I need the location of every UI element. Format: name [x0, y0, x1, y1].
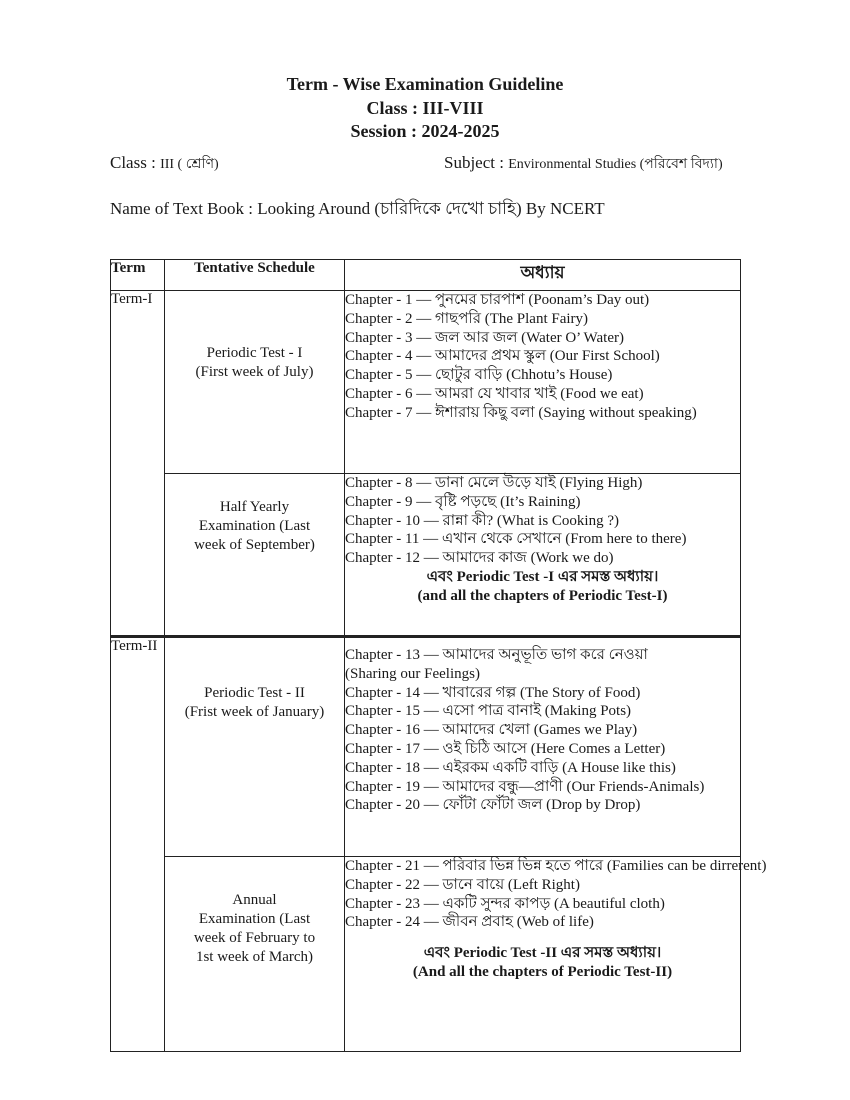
- chapter-item: Chapter - 1 — পুনমের চারপাশ (Poonam’s Day out): [345, 292, 650, 308]
- chapters-cell: [345, 291, 741, 474]
- schedule-line: (First week of July): [195, 364, 314, 380]
- chapter-item: Chapter - 24 — জীবন প্রবাহ (Web of life): [345, 914, 594, 931]
- chapter-item: Chapter - 17 — ওই চিঠি আসে (Here Comes a Letter): [345, 740, 666, 757]
- schedule-line: week of February to: [193, 930, 316, 946]
- chapter-item: Chapter - 5 — ছোটুর বাড়ি (Chhotu’s House): [345, 367, 613, 384]
- chapter-item: Chapter - 20 — ফোঁটা ফোঁটা জল (Drop by Drop): [345, 797, 641, 814]
- chapters-cell: [345, 474, 741, 637]
- table-row: [111, 474, 741, 637]
- class-value: III ( শ্রেণি): [160, 157, 219, 172]
- chapters-cell: [345, 637, 741, 857]
- chapters-cell: [345, 857, 767, 1052]
- schedule-cell: [165, 291, 345, 474]
- subject-info: [444, 152, 723, 176]
- chapter-item: Chapter - 2 — গাছপরি (The Plant Fairy): [345, 310, 589, 327]
- textbook-name: Name of Text Book : Looking Around (চারিদিকে দেখো চাহি) By NCERT: [110, 199, 605, 218]
- exam-schedule-table: [110, 259, 767, 1052]
- schedule-line: Examination (Last: [198, 518, 311, 534]
- chapter-item: (Sharing our Feelings): [345, 665, 480, 682]
- schedule-cell: [165, 857, 345, 1052]
- header-chapters: অধ্যায়: [345, 260, 741, 291]
- chapter-item: Chapter - 11 — এখান থেকে সেখানে (From here to there): [345, 531, 687, 548]
- summary-line: (and all the chapters of Periodic Test-I): [417, 587, 668, 604]
- summary-line: (And all the chapters of Periodic Test-II): [412, 964, 673, 981]
- chapter-item: Chapter - 8 — ডানা মেলে উড়ে যাই (Flying High): [345, 475, 643, 491]
- chapter-item: Chapter - 16 — আমাদের খেলা (Games we Play): [345, 722, 638, 739]
- schedule-cell: [165, 474, 345, 637]
- chapter-item: Chapter - 3 — জল আর জল (Water O’ Water): [345, 329, 624, 346]
- header-term: Term: [111, 260, 165, 291]
- schedule-line: Periodic Test - I: [206, 345, 303, 361]
- schedule-line: (Frist week of January): [184, 704, 325, 720]
- chapter-item: Chapter - 21 — পরিবার ভিন্ন ভিন্ন হতে পারে (Families can be dirrerent): [345, 858, 767, 874]
- schedule-line: Half Yearly: [219, 499, 290, 515]
- term-cell: Term-I: [111, 291, 165, 637]
- term-cell: Term-II: [111, 637, 165, 1052]
- chapter-item: Chapter - 15 — এসো পাত্র বানাই (Making Pots): [345, 703, 632, 720]
- document-title: Term - Wise Examination Guideline: [286, 74, 564, 94]
- chapter-item: Chapter - 22 — ডানে বায়ে (Left Right): [345, 876, 580, 893]
- chapter-item: Chapter - 18 — এইরকম একটি বাড়ি (A House like this): [345, 759, 676, 776]
- schedule-line: Periodic Test - II: [204, 685, 305, 701]
- chapter-item: Chapter - 9 — বৃষ্টি পড়ছে (It’s Raining): [345, 493, 581, 510]
- table-row: [111, 637, 741, 857]
- chapter-item: Chapter - 14 — খাবারের গল্প (The Story of Food): [345, 684, 641, 701]
- class-label: Class :: [110, 153, 161, 172]
- schedule-line: 1st week of March): [195, 949, 314, 965]
- header-schedule: Tentative Schedule: [165, 260, 345, 291]
- chapter-item: Chapter - 10 — রান্না কী? (What is Cooking ?): [345, 512, 619, 529]
- schedule-line: week of September): [194, 537, 315, 553]
- class-range: Class : III-VIII: [366, 98, 484, 118]
- summary-line: এবং Periodic Test -I এর সমস্ত অধ্যায়।: [426, 568, 659, 585]
- table-row: [111, 291, 741, 474]
- class-info: [110, 152, 219, 176]
- summary-line: এবং Periodic Test -II এর সমস্ত অধ্যায়।: [423, 945, 662, 962]
- subject-value: Environmental Studies (পরিবেশ বিদ্যা): [508, 157, 723, 172]
- chapter-item: Chapter - 4 — আমাদের প্রথম স্কুল (Our First School): [345, 348, 660, 365]
- table-header-row: [111, 260, 741, 291]
- subject-label: Subject :: [444, 153, 509, 172]
- chapter-item: Chapter - 13 — আমাদের অনুভূতি ভাগ করে নেওয়া: [345, 647, 648, 663]
- schedule-line: Examination (Last: [198, 911, 311, 927]
- chapter-item: Chapter - 6 — আমরা যে খাবার খাই (Food we eat): [345, 385, 644, 402]
- schedule-line: Annual: [232, 892, 277, 908]
- chapter-item: Chapter - 23 — একটি সুন্দর কাপড় (A beautiful cloth): [345, 895, 665, 912]
- chapter-item: Chapter - 12 — আমাদের কাজ (Work we do): [345, 550, 614, 567]
- chapter-item: Chapter - 7 — ঈশারায় কিছু বলা (Saying without speaking): [345, 404, 697, 421]
- schedule-cell: [165, 637, 345, 857]
- chapter-item: Chapter - 19 — আমাদের বন্ধু—প্রাণী (Our Friends-Animals): [345, 778, 705, 795]
- session: Session : 2024-2025: [350, 121, 500, 141]
- table-row: [111, 857, 741, 1052]
